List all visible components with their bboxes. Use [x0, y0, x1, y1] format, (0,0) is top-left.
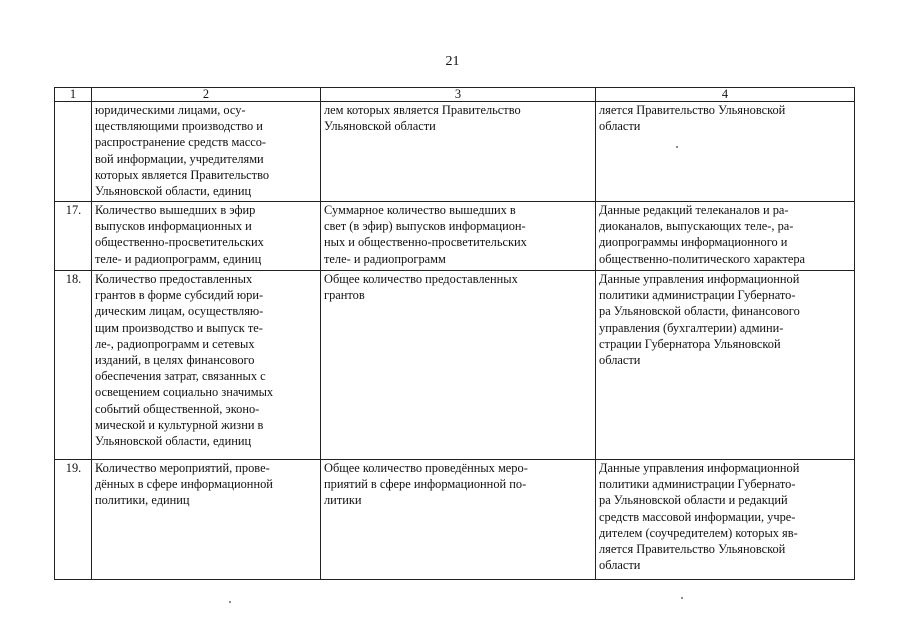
table-row — [55, 271, 855, 460]
row-number: 18. — [55, 271, 92, 460]
indicator-name-cell: Количество мероприятий, прове- дённых в сфере информационной политики, единиц — [92, 460, 321, 580]
indicator-name-cell: юридическими лицами, осу- ществляющими производство и распространение средств массо- вой информации, учредителями которых является Правительство Ульяновской области, единиц — [92, 102, 321, 202]
page-number: 21 — [445, 54, 460, 69]
row-number — [55, 102, 92, 202]
data-source-cell: ляется Правительство Ульяновской области — [596, 102, 855, 202]
column-header-4: 4 — [596, 88, 855, 102]
table-row — [55, 202, 855, 271]
scan-speck — [681, 597, 683, 599]
indicator-name-cell: Количество предоставленных грантов в форме субсидий юри- дическим лицам, осуществляю- щим производство и выпуск те- ле-, радиопрограмм и сетевых изданий, в целях финансового обеспечения затрат, связанных с освещением социально значимых событий общественной, эконо- мической и культурной жизни в Ульяновской области, единиц — [92, 271, 321, 460]
table-row — [55, 460, 855, 580]
indicator-table — [54, 87, 855, 580]
data-source-cell: Данные управления информационной политики администрации Губернато- ра Ульяновской области и редакций средств массовой информации, учре- дителем (соучредителем) которых яв- ляется Правительство Ульяновской области — [596, 460, 855, 580]
scan-speck — [676, 146, 678, 148]
row-number: 17. — [55, 202, 92, 271]
table-row — [55, 102, 855, 202]
calculation-method-cell: Общее количество проведённых меро- приятий в сфере информационной по- литики — [321, 460, 596, 580]
column-header-2: 2 — [92, 88, 321, 102]
calculation-method-cell: Суммарное количество вышедших в свет (в эфир) выпусков информацион- ных и общественно-просветительских теле- и радиопрограмм — [321, 202, 596, 271]
calculation-method-cell: лем которых является Правительство Ульяновской области — [321, 102, 596, 202]
scan-speck — [229, 601, 231, 603]
indicator-name-cell: Количество вышедших в эфир выпусков информационных и общественно-просветительских теле- и радиопрограмм, единиц — [92, 202, 321, 271]
data-source-cell: Данные редакций телеканалов и ра- диоканалов, выпускающих теле-, ра- диопрограммы информационного и общественно-политического характера — [596, 202, 855, 271]
table-header-row — [55, 88, 855, 102]
data-source-cell: Данные управления информационной политики администрации Губернато- ра Ульяновской области, финансового управления (бухгалтерии) админи- страции Губернатора Ульяновской области — [596, 271, 855, 460]
column-header-1: 1 — [55, 88, 92, 102]
calculation-method-cell: Общее количество предоставленных грантов — [321, 271, 596, 460]
column-header-3: 3 — [321, 88, 596, 102]
row-number: 19. — [55, 460, 92, 580]
